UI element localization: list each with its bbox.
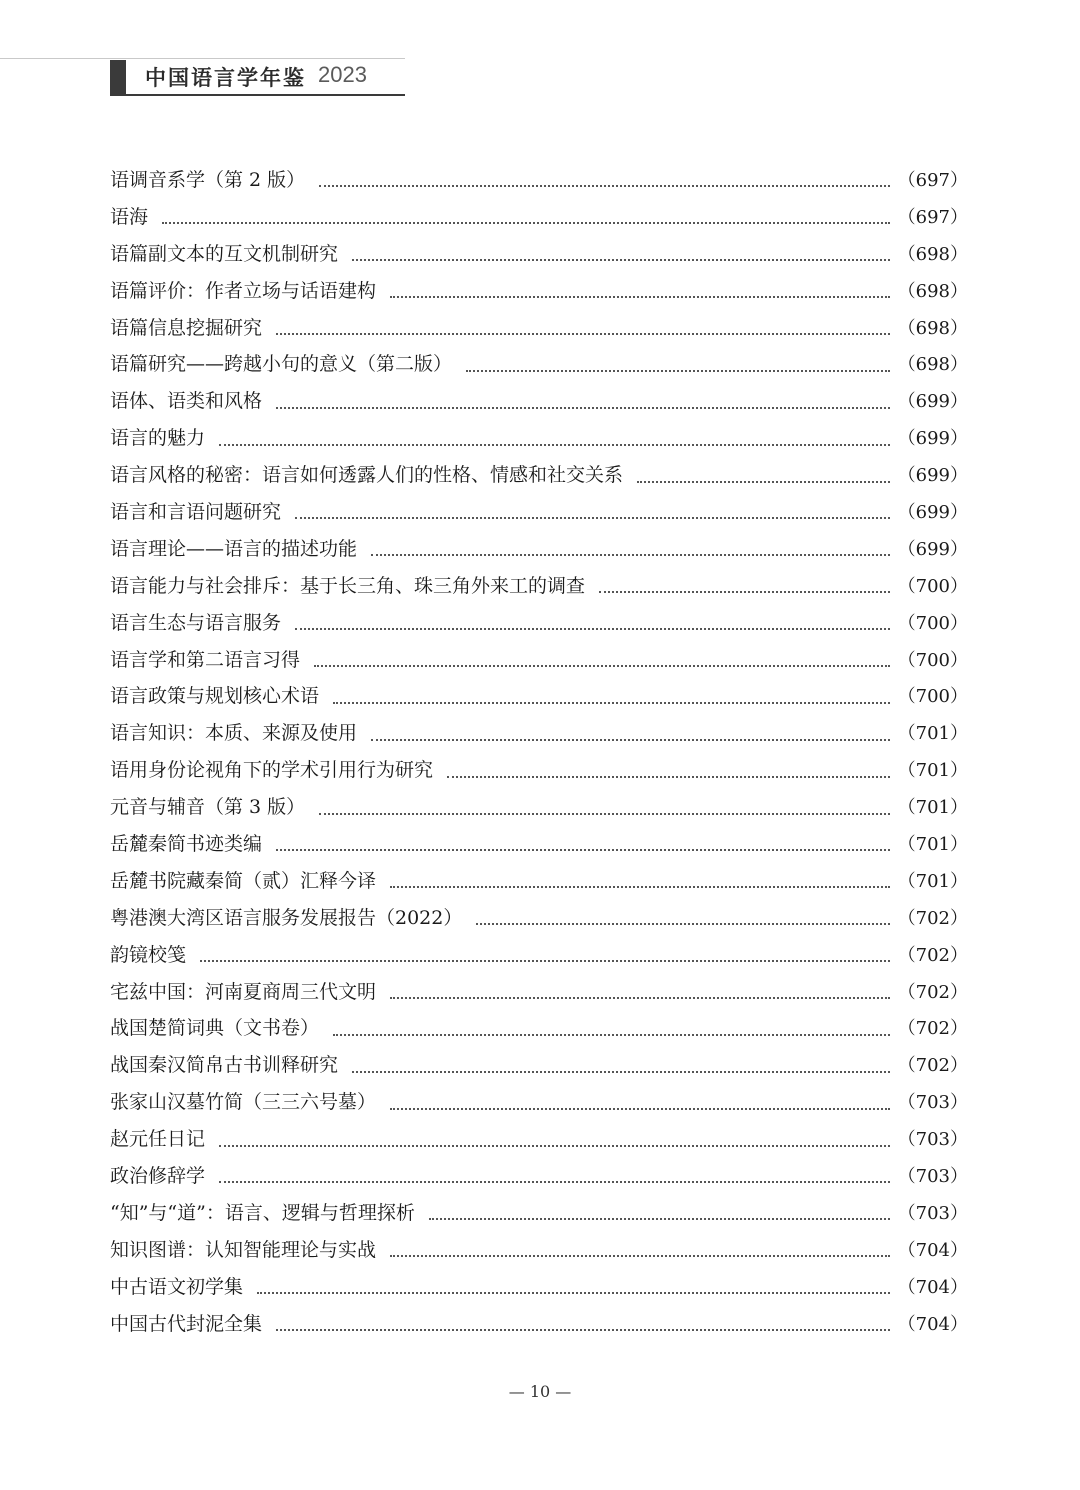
header-title: 中国语言学年鉴 xyxy=(145,66,306,90)
toc-entry-page: （701） xyxy=(897,797,968,819)
toc-entry-page: （703） xyxy=(897,1129,968,1151)
toc-leader-dots xyxy=(333,1034,890,1036)
table-of-contents xyxy=(110,162,968,1343)
toc-entry-title: 赵元任日记 xyxy=(110,1128,206,1151)
toc-leader-dots xyxy=(295,628,890,630)
toc-entry[interactable] xyxy=(110,162,968,199)
header-top-rule xyxy=(0,58,405,59)
toc-entry-title: 语言知识：本质、来源及使用 xyxy=(110,722,358,745)
toc-entry-title: 语篇信息挖掘研究 xyxy=(110,316,263,339)
toc-entry[interactable] xyxy=(110,900,968,937)
toc-entry[interactable] xyxy=(110,1010,968,1047)
toc-entry-page: （700） xyxy=(897,575,968,597)
toc-entry[interactable] xyxy=(110,1232,968,1269)
toc-entry[interactable] xyxy=(110,1084,968,1121)
toc-entry[interactable] xyxy=(110,789,968,826)
toc-entry[interactable] xyxy=(110,494,968,531)
toc-leader-dots xyxy=(319,185,889,187)
toc-entry-page: （699） xyxy=(897,391,968,413)
toc-entry-title: 语体、语类和风格 xyxy=(110,390,263,413)
toc-entry-title: 岳麓书院藏秦简（贰）汇释今译 xyxy=(110,869,377,892)
toc-entry-page: （700） xyxy=(897,649,968,671)
toc-entry-page: （703） xyxy=(897,1092,968,1114)
toc-leader-dots xyxy=(429,1218,890,1220)
toc-entry-title: 语言政策与规划核心术语 xyxy=(110,685,320,708)
toc-leader-dots xyxy=(447,776,890,778)
toc-leader-dots xyxy=(390,886,890,888)
toc-leader-dots xyxy=(390,1108,890,1110)
toc-entry-title: 张家山汉墓竹简（三三六号墓） xyxy=(110,1091,377,1114)
toc-leader-dots xyxy=(333,702,890,704)
toc-entry-page: （698） xyxy=(897,354,968,376)
toc-leader-dots xyxy=(276,407,890,409)
toc-leader-dots xyxy=(276,333,890,335)
toc-entry-title: 语用身份论视角下的学术引用行为研究 xyxy=(110,759,434,782)
toc-entry[interactable] xyxy=(110,826,968,863)
header-accent-bar xyxy=(110,60,126,94)
toc-leader-dots xyxy=(219,444,890,446)
toc-entry-page: （698） xyxy=(897,243,968,265)
toc-entry[interactable] xyxy=(110,937,968,974)
toc-leader-dots xyxy=(200,960,890,962)
toc-entry-title: 语言生态与语言服务 xyxy=(110,611,282,634)
toc-entry-title: 语言学和第二语言习得 xyxy=(110,648,301,671)
toc-entry-title: 粤港澳大湾区语言服务发展报告（2022） xyxy=(110,906,463,929)
toc-entry-title: 语言的魅力 xyxy=(110,427,206,450)
toc-entry[interactable] xyxy=(110,863,968,900)
toc-entry-page: （699） xyxy=(897,465,968,487)
toc-entry[interactable] xyxy=(110,1306,968,1343)
toc-entry-title: 语言和言语问题研究 xyxy=(110,501,282,524)
toc-entry[interactable] xyxy=(110,1269,968,1306)
toc-entry[interactable] xyxy=(110,642,968,679)
toc-entry-title: 语言能力与社会排斥：基于长三角、珠三角外来工的调查 xyxy=(110,574,586,597)
toc-leader-dots xyxy=(319,813,889,815)
toc-entry-title: 语海 xyxy=(110,205,149,228)
toc-entry-title: 中古语文初学集 xyxy=(110,1275,244,1298)
toc-entry[interactable] xyxy=(110,236,968,273)
toc-entry-page: （697） xyxy=(897,206,968,228)
toc-leader-dots xyxy=(219,1145,890,1147)
toc-entry-page: （702） xyxy=(897,981,968,1003)
toc-entry-page: （702） xyxy=(897,907,968,929)
toc-entry-page: （702） xyxy=(897,1018,968,1040)
toc-leader-dots xyxy=(637,481,890,483)
toc-entry[interactable] xyxy=(110,1121,968,1158)
toc-entry[interactable] xyxy=(110,1195,968,1232)
toc-entry-page: （701） xyxy=(897,723,968,745)
toc-entry[interactable] xyxy=(110,1047,968,1084)
toc-entry-page: （704） xyxy=(897,1313,968,1335)
toc-entry[interactable] xyxy=(110,568,968,605)
header-year: 2023 xyxy=(318,62,367,87)
toc-entry-page: （702） xyxy=(897,1055,968,1077)
toc-entry-page: （704） xyxy=(897,1276,968,1298)
toc-entry-title: 战国秦汉简帛古书训释研究 xyxy=(110,1054,339,1077)
toc-entry[interactable] xyxy=(110,346,968,383)
toc-entry[interactable] xyxy=(110,605,968,642)
toc-entry-page: （698） xyxy=(897,317,968,339)
toc-entry-page: （702） xyxy=(897,944,968,966)
toc-leader-dots xyxy=(257,1292,890,1294)
toc-entry-title: 语篇副文本的互文机制研究 xyxy=(110,242,339,265)
toc-leader-dots xyxy=(390,296,890,298)
toc-leader-dots xyxy=(599,591,890,593)
toc-leader-dots xyxy=(276,849,890,851)
toc-entry[interactable] xyxy=(110,531,968,568)
toc-leader-dots xyxy=(352,259,890,261)
toc-entry[interactable] xyxy=(110,310,968,347)
toc-entry[interactable] xyxy=(110,273,968,310)
toc-entry-title: 宅兹中国：河南夏商周三代文明 xyxy=(110,980,377,1003)
toc-entry-title: 韵镜校笺 xyxy=(110,943,187,966)
toc-entry[interactable] xyxy=(110,1158,968,1195)
toc-entry-title: 战国楚简词典（文书卷） xyxy=(110,1017,320,1040)
toc-entry-page: （704） xyxy=(897,1239,968,1261)
toc-entry-page: （703） xyxy=(897,1166,968,1188)
page-number: — 10 — xyxy=(508,1382,572,1401)
toc-leader-dots xyxy=(314,665,890,667)
toc-entry-title: 元音与辅音（第 3 版） xyxy=(110,796,306,819)
toc-entry-title: 知识图谱：认知智能理论与实战 xyxy=(110,1238,377,1261)
toc-entry-page: （703） xyxy=(897,1202,968,1224)
toc-entry-page: （699） xyxy=(897,502,968,524)
toc-entry[interactable] xyxy=(110,752,968,789)
toc-entry-page: （700） xyxy=(897,612,968,634)
toc-entry[interactable] xyxy=(110,199,968,236)
toc-entry-page: （701） xyxy=(897,834,968,856)
toc-entry-title: 岳麓秦简书迹类编 xyxy=(110,833,263,856)
toc-entry-page: （701） xyxy=(897,870,968,892)
toc-entry-title: 政治修辞学 xyxy=(110,1165,206,1188)
toc-leader-dots xyxy=(276,1329,890,1331)
toc-leader-dots xyxy=(390,1255,890,1257)
toc-entry[interactable] xyxy=(110,383,968,420)
toc-entry-title: 语言理论——语言的描述功能 xyxy=(110,537,358,560)
toc-entry-title: 语篇研究——跨越小句的意义（第二版） xyxy=(110,353,453,376)
toc-leader-dots xyxy=(476,923,889,925)
toc-entry[interactable] xyxy=(110,457,968,494)
toc-entry-title: 语篇评价：作者立场与话语建构 xyxy=(110,279,377,302)
toc-entry[interactable] xyxy=(110,715,968,752)
toc-entry[interactable] xyxy=(110,420,968,457)
toc-entry[interactable] xyxy=(110,678,968,715)
toc-entry-title: 中国古代封泥全集 xyxy=(110,1312,263,1335)
header-underline xyxy=(110,94,405,96)
toc-leader-dots xyxy=(162,222,890,224)
toc-entry-page: （697） xyxy=(897,170,968,191)
toc-entry[interactable] xyxy=(110,974,968,1011)
running-header xyxy=(0,58,405,96)
toc-entry-title: 语言风格的秘密：语言如何透露人们的性格、情感和社交关系 xyxy=(110,464,624,487)
toc-entry-page: （698） xyxy=(897,280,968,302)
toc-leader-dots xyxy=(466,370,890,372)
toc-entry-page: （699） xyxy=(897,428,968,450)
toc-entry-title: “知”与“道”：语言、逻辑与哲理探析 xyxy=(110,1201,415,1224)
toc-entry-page: （701） xyxy=(897,760,968,782)
toc-leader-dots xyxy=(219,1181,890,1183)
toc-leader-dots xyxy=(371,739,890,741)
toc-entry-page: （699） xyxy=(897,538,968,560)
toc-entry-page: （700） xyxy=(897,686,968,708)
toc-leader-dots xyxy=(295,517,890,519)
toc-entry-title: 语调音系学（第 2 版） xyxy=(110,169,306,191)
toc-leader-dots xyxy=(390,997,890,999)
toc-leader-dots xyxy=(371,554,890,556)
toc-leader-dots xyxy=(352,1071,890,1073)
